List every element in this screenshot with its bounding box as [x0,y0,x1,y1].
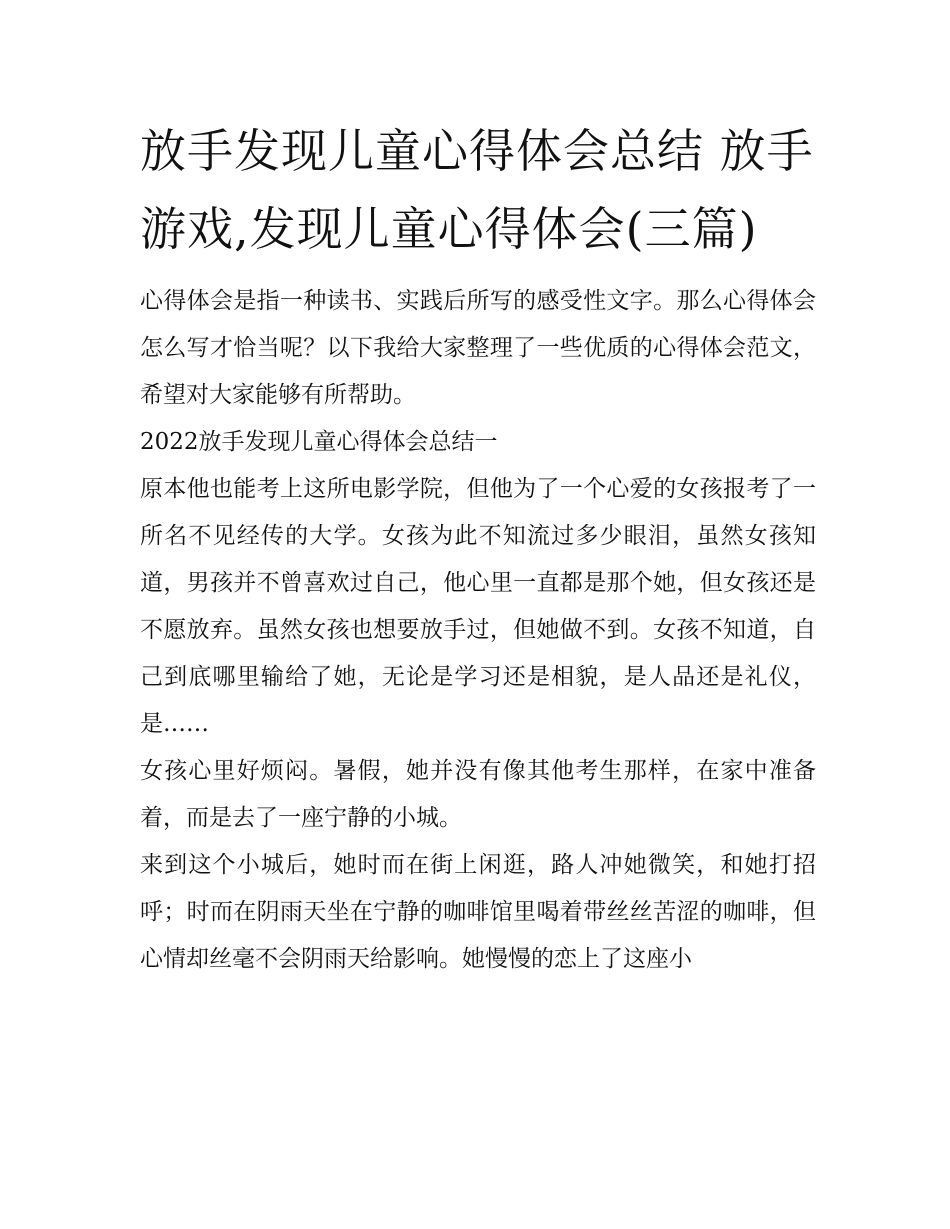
body-paragraph-1: 原本他也能考上这所电影学院，但他为了一个心爱的女孩报考了一所名不见经传的大学。女孩为此不知流过多少眼泪，虽然女孩知道，男孩并不曾喜欢过自己，他心里一直都是那个她，但女孩还是不愿放弃。虽然女孩也想要放手过，但她做不到。女孩不知道，自己到底哪里输给了她，无论是学习还是相貌，是人品还是礼仪，是…… [140,476,816,737]
body-paragraph-3: 来到这个小城后，她时而在街上闲逛，路人冲她微笑，和她打招呼；时而在阴雨天坐在宁静的咖啡馆里喝着带丝丝苦涩的咖啡，但心情却丝毫不会阴雨天给影响。她慢慢的恋上了这座小 [140,852,816,972]
document-body [140,278,816,983]
section-heading: 2022放手发现儿童心得体会总结一 [140,429,498,455]
document-title: 放手发现儿童心得体会总结 放手游戏,发现儿童心得体会(三篇) [140,124,814,256]
intro-paragraph: 心得体会是指一种读书、实践后所写的感受性文字。那么心得体会怎么写才恰当呢？以下我给大家整理了一些优质的心得体会范文，希望对大家能够有所帮助。 [140,288,816,408]
body-paragraph-2: 女孩心里好烦闷。暑假，她并没有像其他考生那样，在家中准备着，而是去了一座宁静的小城。 [140,758,816,831]
document-page [140,112,816,983]
